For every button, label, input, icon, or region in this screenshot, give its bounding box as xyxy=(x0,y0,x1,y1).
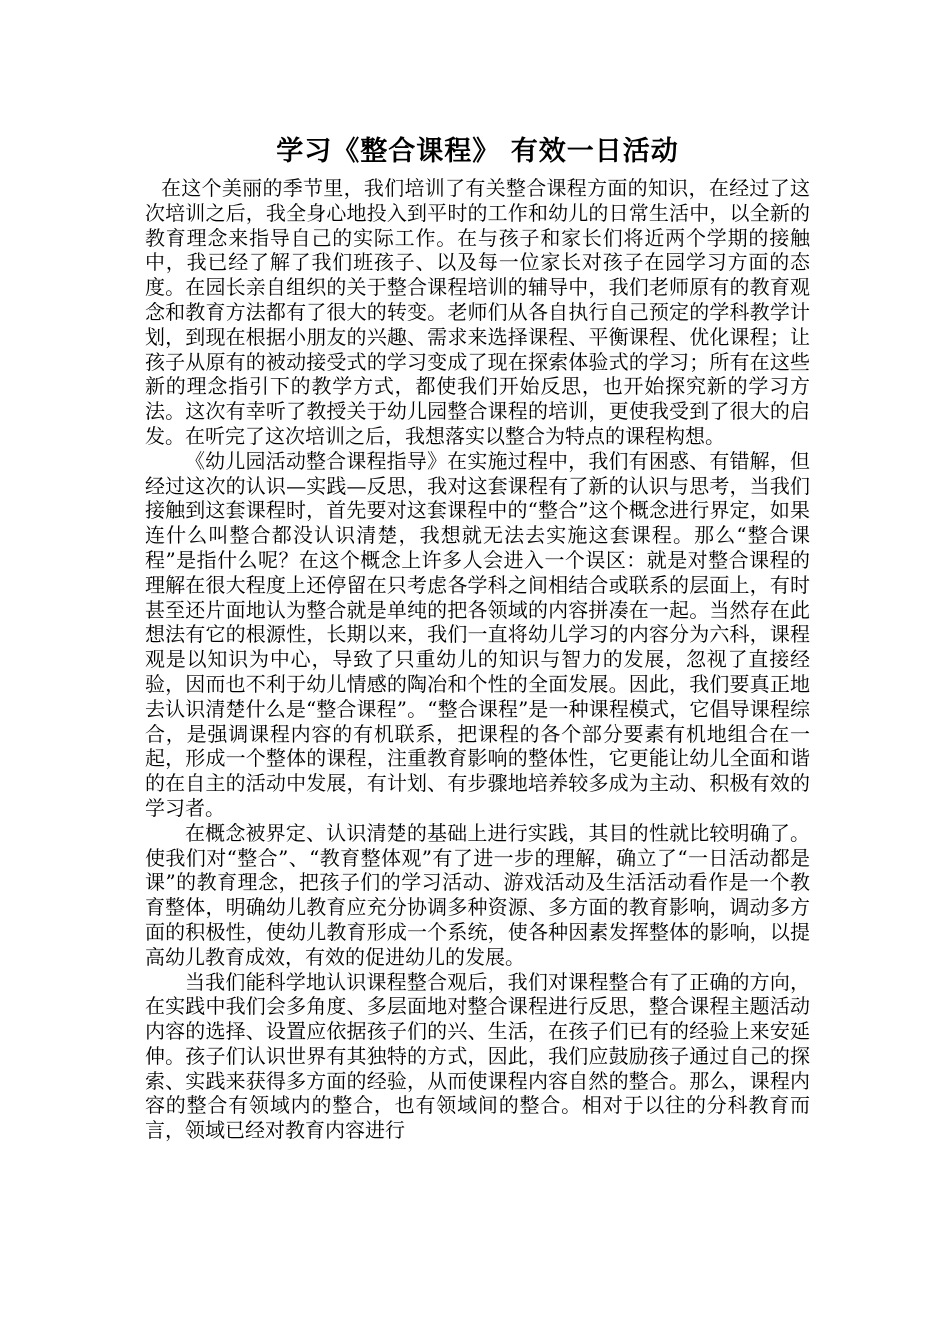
document-title: 学习《整合课程》 有效一日活动 xyxy=(276,136,679,167)
paragraph-2: 《幼儿园活动整合课程指导》在实施过程中，我们有困惑、有错解，但经过这次的认识—实践—反思，我对这套课程有了新的认识与思考，当我们接触到这套课程时，首先要对这套课程中的“整合”这个概念进行界定，如果连什么叫整合都没认识清楚，我想就无法去实施这套课程。那么“整合课程”是指什么呢？在这个概念上许多人会进入一个误区：就是对整合课程的理解在很大程度上还停留在只考虑各学科之间相结合或联系的层面上，有时甚至还片面地认为整合就是单纯的把各领域的内容拼凑在一起。当然存在此想法有它的根源性，长期以来，我们一直将幼儿学习的内容分为六科，课程观是以知识为中心，导致了只重幼儿的知识与智力的发展，忽视了直接经验，因而也不利于幼儿情感的陶冶和个性的全面发展。因此，我们要真正地去认识清楚什么是“整合课程”。“整合课程”是一种课程模式，它倡导课程综合，是强调课程内容的有机联系，把课程的各个部分要素有机地组合在一起，形成一个整体的课程，注重教育影响的整体性，它更能让幼儿全面和谐的在自主的活动中发展，有计划、有步骤地培养较多成为主动、积极有效的学习者。 xyxy=(145,448,810,820)
paragraph-1: 在这个美丽的季节里，我们培训了有关整合课程方面的知识，在经过了这次培训之后，我全身心地投入到平时的工作和幼儿的日常生活中，以全新的教育理念来指导自己的实际工作。在与孩子和家长们将近两个学期的接触中，我已经了解了我们班孩子、以及每一位家长对孩子在园学习方面的态度。在园长亲自组织的关于整合课程培训的辅导中，我们老师原有的教育观念和教育方法都有了很大的转变。老师们从各自执行自己预定的学科教学计划，到现在根据小朋友的兴趣、需求来选择课程、平衡课程、优化课程；让孩子从原有的被动接受式的学习变成了现在探索体验式的学习；所有在这些新的理念指引下的教学方式，都使我们开始反思，也开始探究新的学习方法。这次有幸听了教授关于幼儿园整合课程的培训，更使我受到了很大的启发。在听完了这次培训之后，我想落实以整合为特点的课程构想。 xyxy=(145,176,810,448)
paragraph-4: 当我们能科学地认识课程整合观后，我们对课程整合有了正确的方向，在实践中我们会多角度、多层面地对整合课程进行反思，整合课程主题活动内容的选择、设置应依据孩子们的兴、生活，在孩子们已有的经验上来安延伸。孩子们认识世界有其独特的方式，因此，我们应鼓励孩子通过自己的探索、实践来获得多方面的经验，从而使课程内容自然的整合。那么，课程内容的整合有领域内的整合，也有领域间的整合。相对于以往的分科教育而言，领域已经对教育内容进行 xyxy=(145,969,810,1143)
paragraph-3: 在概念被界定、认识清楚的基础上进行实践，其目的性就比较明确了。使我们对“整合”、“教育整体观”有了进一步的理解，确立了“一日活动都是课”的教育理念，把孩子们的学习活动、游戏活动及生活活动看作是一个教育整体，明确幼儿教育应充分协调多种资源、多方面的教育影响，调动多方面的积极性，使幼儿教育形成一个系统，使各种因素发挥整体的影响，以提高幼儿教育成效，有效的促进幼儿的发展。 xyxy=(145,820,810,969)
document-page xyxy=(145,128,810,1143)
